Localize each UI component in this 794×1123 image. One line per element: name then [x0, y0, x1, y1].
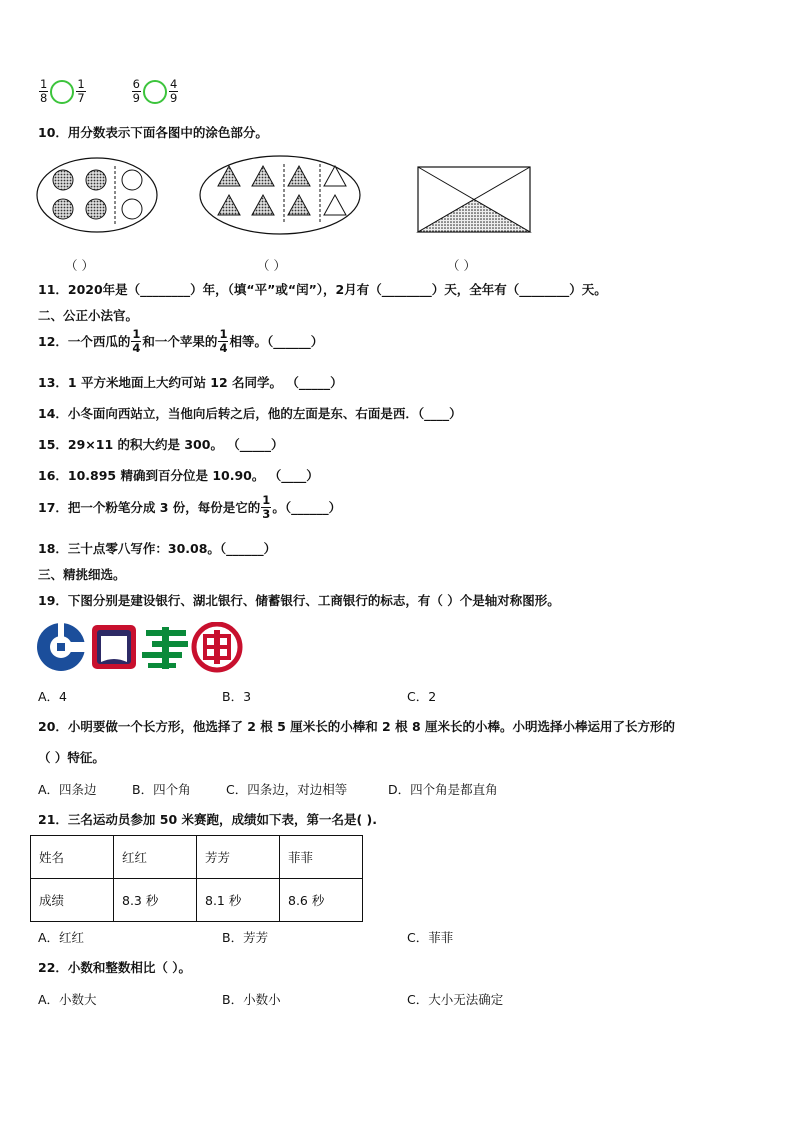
hubei-bank-logo-icon [92, 625, 136, 669]
question-21: 21．三名运动员参加 50 米赛跑，成绩如下表，第一名是( ). [38, 812, 378, 827]
q22-option-a[interactable]: A．小数大 [38, 992, 97, 1007]
bank-logos [36, 622, 246, 674]
q10-answer-blank-3[interactable]: （ ） [447, 258, 476, 273]
question-10: 10．用分数表示下面各图中的涂色部分。 [38, 125, 268, 140]
ellipse-circles-figure [37, 158, 157, 232]
fraction-6-9: $\frac{6}{9}$ [132, 77, 140, 105]
q19-option-a[interactable]: A．4 [38, 689, 68, 704]
fraction-1-8: $\frac{1}{8}$ [40, 77, 48, 105]
q21-option-b[interactable]: B．芳芳 [222, 930, 269, 945]
question-15: 15．29×11 的积大约是 300。 （_____） [38, 437, 284, 452]
q19-option-b[interactable]: B．3 [222, 689, 252, 704]
q20-option-a[interactable]: A．四条边 [38, 782, 97, 797]
icbc-logo-icon [194, 624, 240, 670]
fraction-1-7: $\frac{1}{7}$ [77, 77, 85, 105]
table-cell: 姓名 [31, 836, 114, 879]
table-cell: 菲菲 [280, 836, 363, 879]
fraction-1-4-b: $\frac{1}{4}$ [219, 327, 228, 355]
compare-circle-blank-2[interactable] [143, 80, 167, 104]
postal-savings-logo-icon [142, 627, 188, 669]
compare-circle-blank[interactable] [50, 80, 74, 104]
question-20: 20．小明要做一个长方形，他选择了 2 根 5 厘米长的小棒和 2 根 8 厘米长的小棒。小明选择小棒运用了长方形的 [38, 719, 676, 734]
question-13: 13．1 平方米地面上大约可站 12 名同学。 （_____） [38, 375, 343, 390]
score-table [30, 835, 363, 922]
question-12: 12．一个西瓜的 $\frac{1}{4}$ 和一个苹果的 $\frac{1}{4}$ 相等。（______） [38, 327, 324, 355]
question-11: 11．2020年是（________）年，（填“平”或“闰”），2月有（________）天，全年有（________）天。 [38, 282, 607, 297]
fraction-4-9: $\frac{4}{9}$ [169, 77, 178, 105]
question-18: 18．三十点零八写作：30.08。（______） [38, 541, 277, 556]
question-20-cont: （ ）特征。 [38, 750, 105, 765]
q20-option-c[interactable]: C．四条边，对边相等 [226, 782, 348, 797]
question-19: 19．下图分别是建设银行、湖北银行、储蓄银行、工商银行的标志，有（ ）个是轴对称图形。 [38, 593, 560, 608]
table-row [31, 836, 363, 879]
q22-option-c[interactable]: C．大小无法确定 [407, 992, 504, 1007]
q21-option-c[interactable]: C．菲菲 [407, 930, 454, 945]
fraction-1-4: $\frac{1}{4}$ [132, 327, 141, 355]
q22-option-b[interactable]: B．小数小 [222, 992, 281, 1007]
q20-option-d[interactable]: D．四个角是都直角 [388, 782, 498, 797]
table-cell: 成绩 [31, 879, 114, 922]
ellipse-triangles-figure [200, 156, 360, 234]
question-14: 14．小冬面向西站立，当他向后转之后，他的左面是东、右面是西．（____） [38, 406, 462, 421]
q10-figures [30, 152, 770, 242]
table-cell: 芳芳 [197, 836, 280, 879]
table-cell: 8.6 秒 [280, 879, 363, 922]
q21-option-a[interactable]: A．红红 [38, 930, 85, 945]
question-17: 17．把一个粉笔分成 3 份，每份是它的 $\frac{1}{3}$ 。（______） [38, 493, 342, 521]
question-22: 22．小数和整数相比（ ）。 [38, 960, 191, 975]
table-cell: 8.1 秒 [197, 879, 280, 922]
q19-option-c[interactable]: C．2 [407, 689, 437, 704]
rectangle-figure [418, 167, 530, 232]
section-heading-3: 三、精挑细选。 [38, 567, 126, 582]
fraction-1-3: $\frac{1}{3}$ [262, 493, 271, 521]
ccb-logo-icon [37, 622, 86, 671]
q10-answer-blank-1[interactable]: （ ） [65, 258, 94, 273]
section-heading-2: 二、公正小法官。 [38, 308, 139, 323]
q20-option-b[interactable]: B．四个角 [132, 782, 191, 797]
table-cell: 8.3 秒 [114, 879, 197, 922]
table-cell: 红红 [114, 836, 197, 879]
table-row [31, 879, 363, 922]
fraction-compare-row [38, 78, 179, 105]
question-16: 16．10.895 精确到百分位是 10.90。 （____） [38, 468, 319, 483]
q10-answer-blank-2[interactable]: （ ） [257, 258, 286, 273]
